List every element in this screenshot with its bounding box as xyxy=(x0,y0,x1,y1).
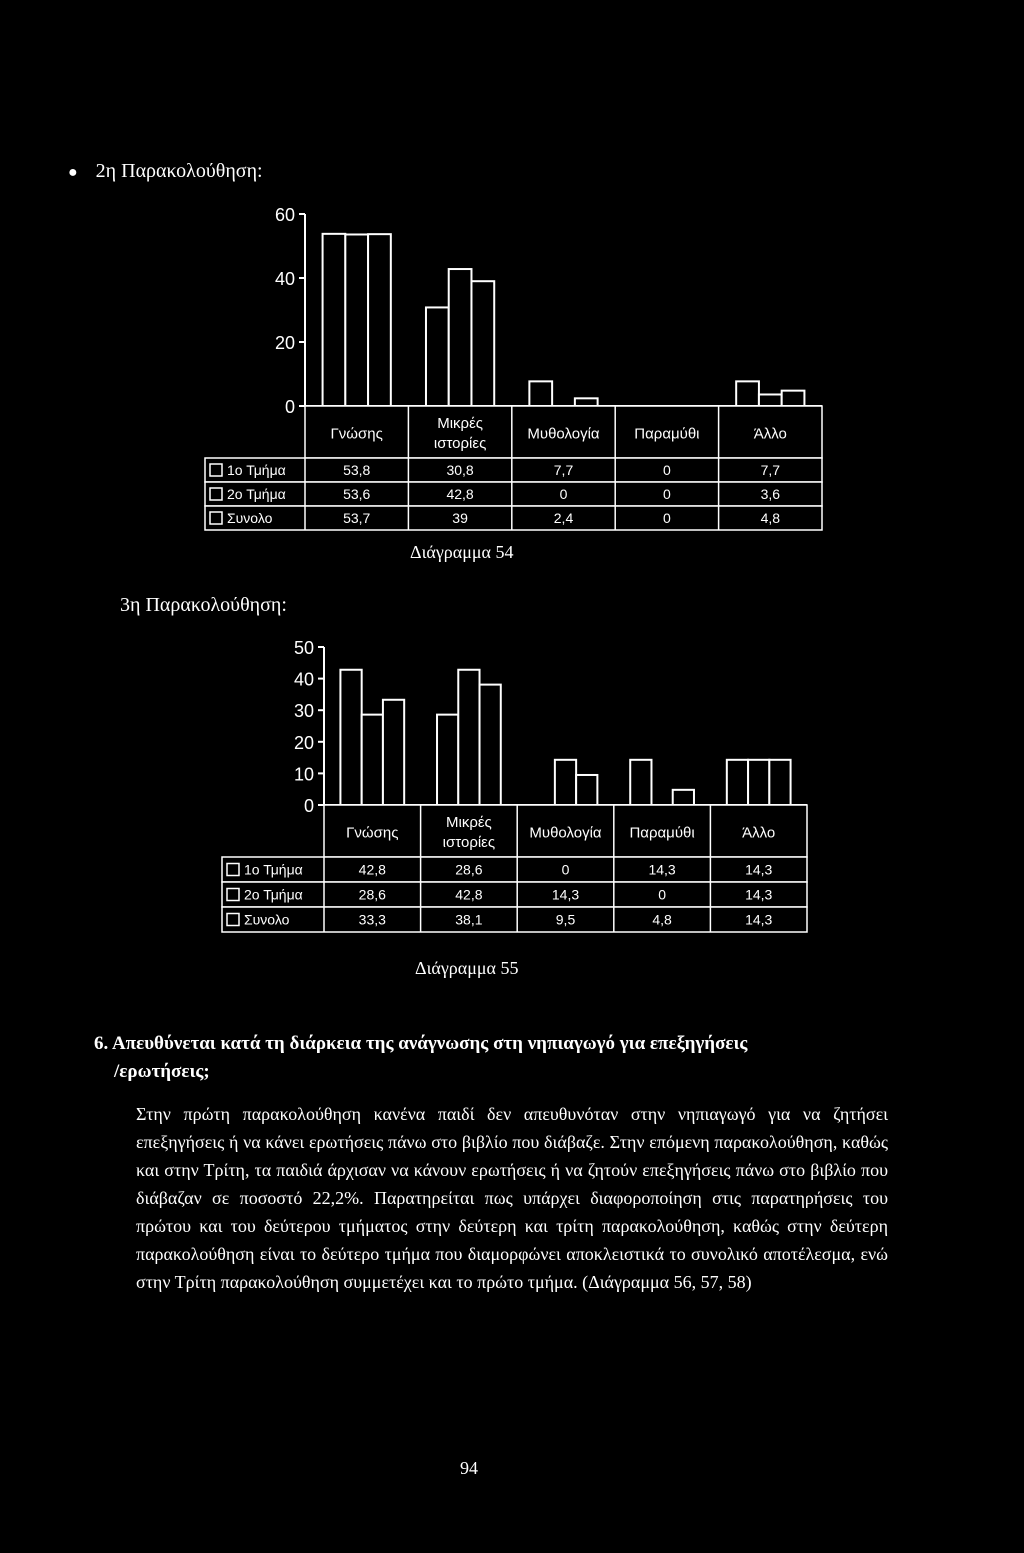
table-row xyxy=(222,907,807,932)
bar xyxy=(345,234,368,406)
category-label: Άλλο xyxy=(742,824,776,842)
y-tick-label: 60 xyxy=(274,205,295,225)
bar xyxy=(748,760,769,805)
data-label: 14,3 xyxy=(648,861,676,878)
data-label: 14,3 xyxy=(745,911,773,928)
question-6-paragraph: Στην πρώτη παρακολούθηση κανένα παιδί δεν απευθυνόταν στην νηπιαγωγό για να ζητήσει επεξηγήσεις ή να κάνει ερωτήσεις πάνω στο βιβλίο που διάβαζε. Στην επόμενη παρακολούθηση, καθώς και στην Τρίτη, τα παιδιά άρχισαν να κάνουν ερωτήσεις ή να ζητούν επεξηγήσεις πάνω στο βιβλίο που διάβαζαν σε ποσοστό 22,2%. Παρατηρείται πως υπάρχει διαφοροποίηση στις παρατηρήσεις του πρώτου και του δεύτερου τμήματος στην δεύτερη και τρίτη παρακολούθηση, καθώς στην δεύτερη παρακολούθηση είναι το δεύτερο τμήμα που διαμορφώνει αποκλειστικά το συνολικό αποτέλεσμα, ενώ στην Τρίτη παρακολούθηση συμμετέχει και το πρώτο τμήμα. (Διάγραμμα 56, 57, 58) xyxy=(136,1104,888,1292)
bar xyxy=(529,381,552,406)
bar xyxy=(630,760,651,805)
data-label: 14,3 xyxy=(745,886,773,903)
data-label: 39 xyxy=(452,510,468,526)
data-label: 53,8 xyxy=(343,462,371,478)
table-row xyxy=(205,482,822,506)
legend-label: Συνολο xyxy=(227,510,273,526)
data-label: 0 xyxy=(663,486,671,502)
section-2-heading-row xyxy=(68,160,263,183)
data-label: 33,3 xyxy=(358,911,386,928)
y-tick-label: 0 xyxy=(284,397,295,417)
bar xyxy=(449,269,472,406)
data-label: 7,7 xyxy=(553,462,574,478)
bar xyxy=(769,760,790,805)
y-tick-label: 10 xyxy=(293,764,314,785)
category-label: ιστορίες xyxy=(433,435,487,452)
category-label: Παραμύθι xyxy=(629,824,695,842)
data-label: 7,7 xyxy=(760,462,781,478)
legend-swatch xyxy=(227,864,239,876)
data-label: 28,6 xyxy=(455,861,483,878)
bar xyxy=(368,234,391,406)
table-row xyxy=(222,882,807,907)
category-label: Άλλο xyxy=(753,425,787,443)
bar xyxy=(323,234,346,406)
bar xyxy=(426,307,449,406)
bar xyxy=(673,790,694,805)
legend-label: Συνολο xyxy=(244,911,290,928)
data-label: 53,6 xyxy=(343,486,371,502)
table-row xyxy=(205,506,822,530)
legend-swatch xyxy=(227,914,239,926)
data-label: 4,8 xyxy=(652,911,672,928)
data-label: 30,8 xyxy=(446,462,474,478)
data-label: 0 xyxy=(658,886,666,903)
data-label: 28,6 xyxy=(358,886,386,903)
legend-swatch xyxy=(227,889,239,901)
chart-54 xyxy=(0,190,1024,535)
bar xyxy=(736,381,759,406)
bar xyxy=(458,670,479,805)
legend-label: 1ο Τμήμα xyxy=(244,861,303,878)
y-tick-label: 20 xyxy=(293,732,314,753)
bullet-icon: ● xyxy=(68,164,78,181)
table-row xyxy=(205,458,822,482)
bar xyxy=(480,685,501,805)
y-tick-label: 50 xyxy=(293,638,314,658)
data-label: 38,1 xyxy=(455,911,483,928)
legend-label: 2ο Τμήμα xyxy=(244,886,303,903)
category-label: Μυθολογία xyxy=(527,425,600,443)
data-label: 42,8 xyxy=(358,861,386,878)
y-tick-label: 0 xyxy=(303,796,314,816)
category-label: ιστορίες xyxy=(442,834,496,851)
bar xyxy=(727,760,748,805)
data-label: 42,8 xyxy=(455,886,483,903)
category-label: Μυθολογία xyxy=(529,824,602,842)
bar xyxy=(759,394,782,406)
bar xyxy=(362,715,383,805)
question-6-title-line2: /ερωτήσεις; xyxy=(114,1061,210,1082)
data-label: 14,3 xyxy=(551,886,580,903)
data-label: 0 xyxy=(663,462,671,478)
chart-55 xyxy=(0,625,1024,955)
y-tick-label: 20 xyxy=(274,333,295,353)
legend-swatch xyxy=(210,512,222,524)
bar xyxy=(575,398,598,406)
category-label: Μικρές xyxy=(446,814,492,831)
chart-55-caption: Διάγραμμα 55 xyxy=(415,958,519,978)
page-number: 94 xyxy=(460,1458,478,1478)
bar xyxy=(782,391,805,406)
data-label: 42,8 xyxy=(446,486,474,502)
bar xyxy=(340,670,361,805)
legend-label: 2ο Τμήμα xyxy=(227,486,286,502)
bar xyxy=(555,760,576,805)
legend-swatch xyxy=(210,488,222,500)
y-tick-label: 40 xyxy=(293,669,314,690)
category-label: Μικρές xyxy=(437,415,483,432)
data-label: 9,5 xyxy=(555,911,576,928)
data-label: 14,3 xyxy=(745,861,773,878)
data-label: 53,7 xyxy=(343,510,371,526)
data-label: 0 xyxy=(663,510,671,526)
data-label: 3,6 xyxy=(760,486,781,502)
category-label: Παραμύθι xyxy=(634,425,700,443)
category-label: Γνώσης xyxy=(346,824,399,842)
data-label: 0 xyxy=(561,861,570,878)
section-2-heading: 2η Παρακολούθηση: xyxy=(95,160,263,182)
y-tick-label: 40 xyxy=(274,269,295,289)
data-label: 4,8 xyxy=(760,510,781,526)
legend-swatch xyxy=(210,464,222,476)
data-label: 0 xyxy=(559,486,568,502)
bar xyxy=(471,281,494,406)
chart-54-caption: Διάγραμμα 54 xyxy=(410,542,514,562)
legend-label: 1ο Τμήμα xyxy=(227,462,286,478)
question-6-title-line1: 6. Απευθύνεται κατά τη διάρκεια της ανάγνωσης στη νηπιαγωγό για επεξηγήσεις xyxy=(94,1033,748,1054)
question-6-title xyxy=(94,1030,924,1086)
section-3-heading: 3η Παρακολούθηση: xyxy=(120,594,287,616)
bar xyxy=(383,700,404,805)
bar xyxy=(576,775,597,805)
bar xyxy=(437,715,458,805)
y-tick-label: 30 xyxy=(293,701,314,722)
data-label: 2,4 xyxy=(553,510,574,526)
category-label: Γνώσης xyxy=(330,425,383,443)
table-row xyxy=(222,857,807,882)
